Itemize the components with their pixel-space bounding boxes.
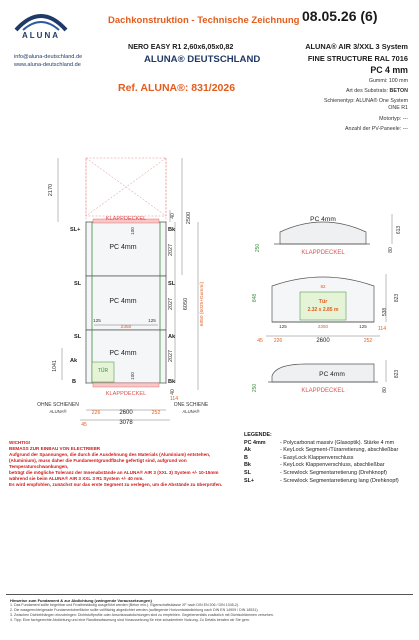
schiene-value: ONE R1 [388,105,408,111]
side-door [300,292,346,320]
document-title: Dachkonstruktion - Technische Zeichnung [108,15,300,26]
lock-label-left-3: SL [74,334,82,340]
side-mid-dim-226: 226 [273,338,283,344]
side-bot-pc: PC 4mm [319,371,345,378]
system-name: ALUNA® AIR 3/XXL 3 System [305,42,408,51]
side-mid-dim-125-left: 125 [279,324,287,329]
dim-3078: 3078 [119,420,133,426]
document-date: 08.05.26 (6) [302,8,378,24]
dim-252: 252 [151,410,161,416]
lock-label-left-2: SL [74,281,82,287]
structure-color: FINE STRUCTURE RAL 7016 [307,54,408,63]
side-view-top [246,208,412,270]
side-mid-dim-2350: 2350 [317,324,329,329]
side-door-label: Tür [318,299,328,305]
side-mid-dim-2600: 2600 [316,338,330,344]
one-schiene-brand: ALUNA® [182,409,200,414]
lock-label-left-5: B [72,379,77,385]
dim-2027-b: 2027 [168,298,174,310]
side-bot-klapp: KLAPPDECKEL [301,388,345,394]
dim-2500: 2500 [186,211,192,225]
dim-40-bottom: 40 [170,389,176,395]
dim-226: 226 [91,410,101,416]
side-mid-dim-82: 82 [320,284,326,289]
legend-item: Bk - KeyLock Klappenverschluss, abschließbar [244,462,385,469]
side-view-middle [246,270,412,346]
aluna-logo-icon [14,8,68,32]
pc-label-3: PC 4mm [109,350,137,357]
side-mid-dim-848: 848 [252,293,258,303]
brand-name: ALUNA® DEUTSCHLAND [144,54,261,65]
side-mid-dim-538: 538 [382,307,388,317]
dim-114: 114 [170,396,178,402]
pc-label-2: PC 4mm [109,298,137,305]
legend-item: Ak - KeyLock Segment-/Türarretierung, abschließbar [244,447,399,454]
footer-notes [10,598,410,623]
side-bot-dim-823: 823 [394,369,400,379]
website-link[interactable]: www.aluna-deutschland.de [14,61,81,68]
lock-label-right-2: SL [168,281,176,287]
lock-label-right-1: Bk [168,227,176,233]
side-top-klapp: KLAPPDECKEL [301,250,345,256]
legend-item: SL+ - Screwlock Segmentarretierung lang (Drehknopf) [244,477,399,484]
footer-heading: Hinweise zum Fundament & zur Abdichtung (zwingende Voraussetzungen) [10,598,152,603]
pc-label-1: PC 4mm [109,244,137,251]
footer-line: 3. Zwischen Dichtebhängen einzubringen: Dichtstoffprofile oder Anschlussabdichtungen sind zu empfehlen. Gegebenenfalls zusätzlich mit Dichtschlämmen versehen. [10,613,274,617]
legend-title: LEGENDE: [244,432,272,438]
footer-divider [6,594,413,595]
pv-info: Anzahl der PV-Paneele: --- [344,126,408,132]
lock-label-right-4: Bk [168,379,176,385]
side-top-pc: PC 4mm [310,216,336,223]
dim-6050-note: 6050 (6025+Gummi) [200,281,205,327]
klappdeckel-bottom-label: KLAPPDECKEL [105,391,147,397]
gummi-info: Gummi: 100 mm [368,78,408,84]
contact-info [14,54,82,69]
lock-label-left-1: SL+ [70,227,81,233]
dim-40-top: 40 [170,213,176,219]
plan-view-drawing [0,140,240,440]
side-mid-dim-252: 252 [363,338,373,344]
klappdeckel-top-label: KLAPPDECKEL [105,216,147,222]
footer-line: 2. Die waagerechte/gerade Fundamentoberfläche sollte vollflächig abgedichtet werden (aufliegende Horizontalabdichtung nach DIN EN 14909 / DIN 18531). [10,608,259,612]
product-model: NERO EASY R1 2,60x6,05x0,82 [128,42,234,51]
dim-2600: 2600 [119,410,133,416]
dim-100-top: 100 [130,227,135,235]
ohne-schienen-label: OHNE SCHIENEN [37,402,79,408]
side-door-size: 2.32 x 2.85 m [307,307,339,313]
legend [244,432,399,485]
dim-2170: 2170 [48,183,54,197]
side-top-dim-80: 80 [388,247,394,253]
legend-item: B - EasyLock Klappenverschluss [244,454,354,461]
side-top-dim-250: 250 [255,243,261,253]
logo-wordmark: ALUNA [22,31,60,40]
lock-label-right-3: Ak [168,334,176,340]
warning-note: WICHTIG! BEMASS ZUR EINBAU VON ELECTRIEBR Aufgrund der Spannungen, die durch die Ausdehnung des Materials (Aluminium) entstehen, (Aluminium), muss daher die Fundamentgrundfläche gefertigt sind, aufgrund von Temperaturschwankungen, beträgt die mögliche Toleranz der Innenabstände an ALUNA® AIR 3 (XXL 3) System +/- 10-15mm während sie beim ALUNA® AIR 3 XXL 3 R1 System +/- 40 mm. Es wird empfohlen, zunächst nur das erste Segment zu verlegen, um die Abstände zu überprüfen. [9,440,223,487]
dim-2027-c: 2027 [168,350,174,362]
side-mid-dim-114: 114 [378,326,386,332]
lock-label-left-4: Ak [70,358,78,364]
one-schiene-label: ONE SCHIENE [173,402,209,408]
dim-2350: 2350 [120,325,132,330]
side-top-dim-613: 613 [396,225,402,235]
footer-line: 4. Tipp: Eine fachgerechte Abdichtung und eine Randbewässerung sind Voraussetzung für eine schadenfreie Nutzung. Zu Details beraten wir Sie gern. [10,618,250,622]
footer-line: 1. Das Fundament sollte begehbar und Frostbeständig ausgeführt werden (Beton min.). Eigenschaftsklasse XF nach DIN EN 206 / DIN 1045-2). [10,603,240,607]
side-mid-dim-125-right: 125 [359,324,367,329]
motor-info: Motortyp: --- [379,116,408,122]
reference-number: Ref. ALUNA®: 831/2026 [118,82,236,94]
dim-100-bottom: 100 [130,372,135,380]
side-bot-dim-80: 80 [382,387,388,393]
ohne-schienen-brand: ALUNA® [49,409,67,414]
dim-1041: 1041 [52,360,58,372]
side-mid-dim-823: 823 [394,293,400,303]
legend-item: PC 4mm - Polycarbonat massiv (Glasoptik). Stärke 4 mm [244,439,395,446]
dim-125-left: 125 [93,318,101,323]
dim-6050: 6050 [183,297,189,311]
dim-125-right: 125 [148,318,156,323]
dim-2027-a: 2027 [168,244,174,256]
legend-item: SL - Screwlock Segmentarretierung (Drehknopf) [244,469,387,476]
side-mid-dim-45: 45 [257,338,263,344]
side-top-shape [280,222,366,244]
side-bot-dim-250: 250 [252,383,258,393]
side-view-bottom [246,356,412,406]
email-link[interactable]: info@aluna-deutschland.de [14,54,83,60]
substrat-info: Art des Substrats: BETON [345,88,408,94]
panel-type: PC 4 mm [370,65,408,75]
schiene-info: Schienentyp: ALUNA® One System [324,98,408,104]
dim-45: 45 [81,422,87,428]
door-label: TÜR [97,368,109,374]
